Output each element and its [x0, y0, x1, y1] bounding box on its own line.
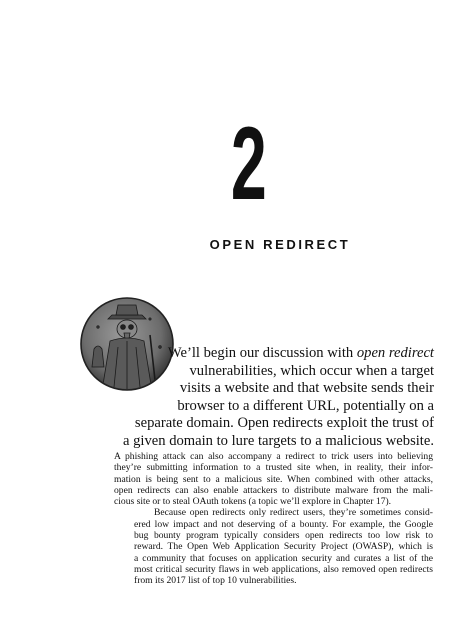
intro-line: a given domain to lure targets to a malicious website.	[123, 432, 434, 449]
body-line: from its 2017 list of top 10 vulnerabilities.	[134, 575, 297, 587]
chapter-title: OPEN REDIRECT	[209, 237, 351, 252]
body-paragraph-phishing	[114, 451, 433, 507]
chapter-number: 2	[230, 106, 267, 222]
body-line: a community that focuses on application security and curates a list of the	[134, 552, 433, 564]
body-line: cious site or to steal OAuth tokens (a topic we’ll explore in Chapter 17).	[114, 496, 392, 508]
body-line: Because open redirects only redirect users, they’re sometimes consid-	[154, 507, 433, 519]
body-line: bug bounty program typically considers open redirects too low risk to	[134, 530, 433, 542]
intro-line: We’ll begin our discussion with open redirect	[167, 345, 434, 361]
intro-line: browser to a different URL, potentially on a	[177, 397, 434, 414]
body-paragraph-impact	[114, 507, 433, 586]
intro-line: separate domain. Open redirects exploit the trust of	[134, 415, 434, 432]
body-line: they’re submitting information to a trusted site when, in reality, their infor-	[114, 462, 433, 474]
body-line: reward. The Open Web Application Security Project (OWASP), which is	[134, 541, 433, 553]
body-line: ered low impact and not deserving of a bounty. For example, the Google	[134, 518, 433, 530]
intro-paragraph	[98, 345, 434, 451]
body-line: most critical security flaws in web applications, also removed open redirects	[134, 563, 433, 575]
body-line: A phishing attack can also accompany a redirect to trick users into believing	[114, 451, 433, 462]
intro-line: vulnerabilities, which occur when a target	[189, 362, 434, 379]
body-line: mation is being sent to a malicious site. When combined with other attacks,	[114, 473, 433, 485]
open-redirect-emphasis: open redirect	[356, 345, 434, 361]
intro-line: visits a website and that website sends their	[179, 380, 434, 397]
body-line: open redirects can also enable attackers to distribute malware from the mali-	[114, 484, 433, 496]
body-text	[114, 451, 433, 587]
